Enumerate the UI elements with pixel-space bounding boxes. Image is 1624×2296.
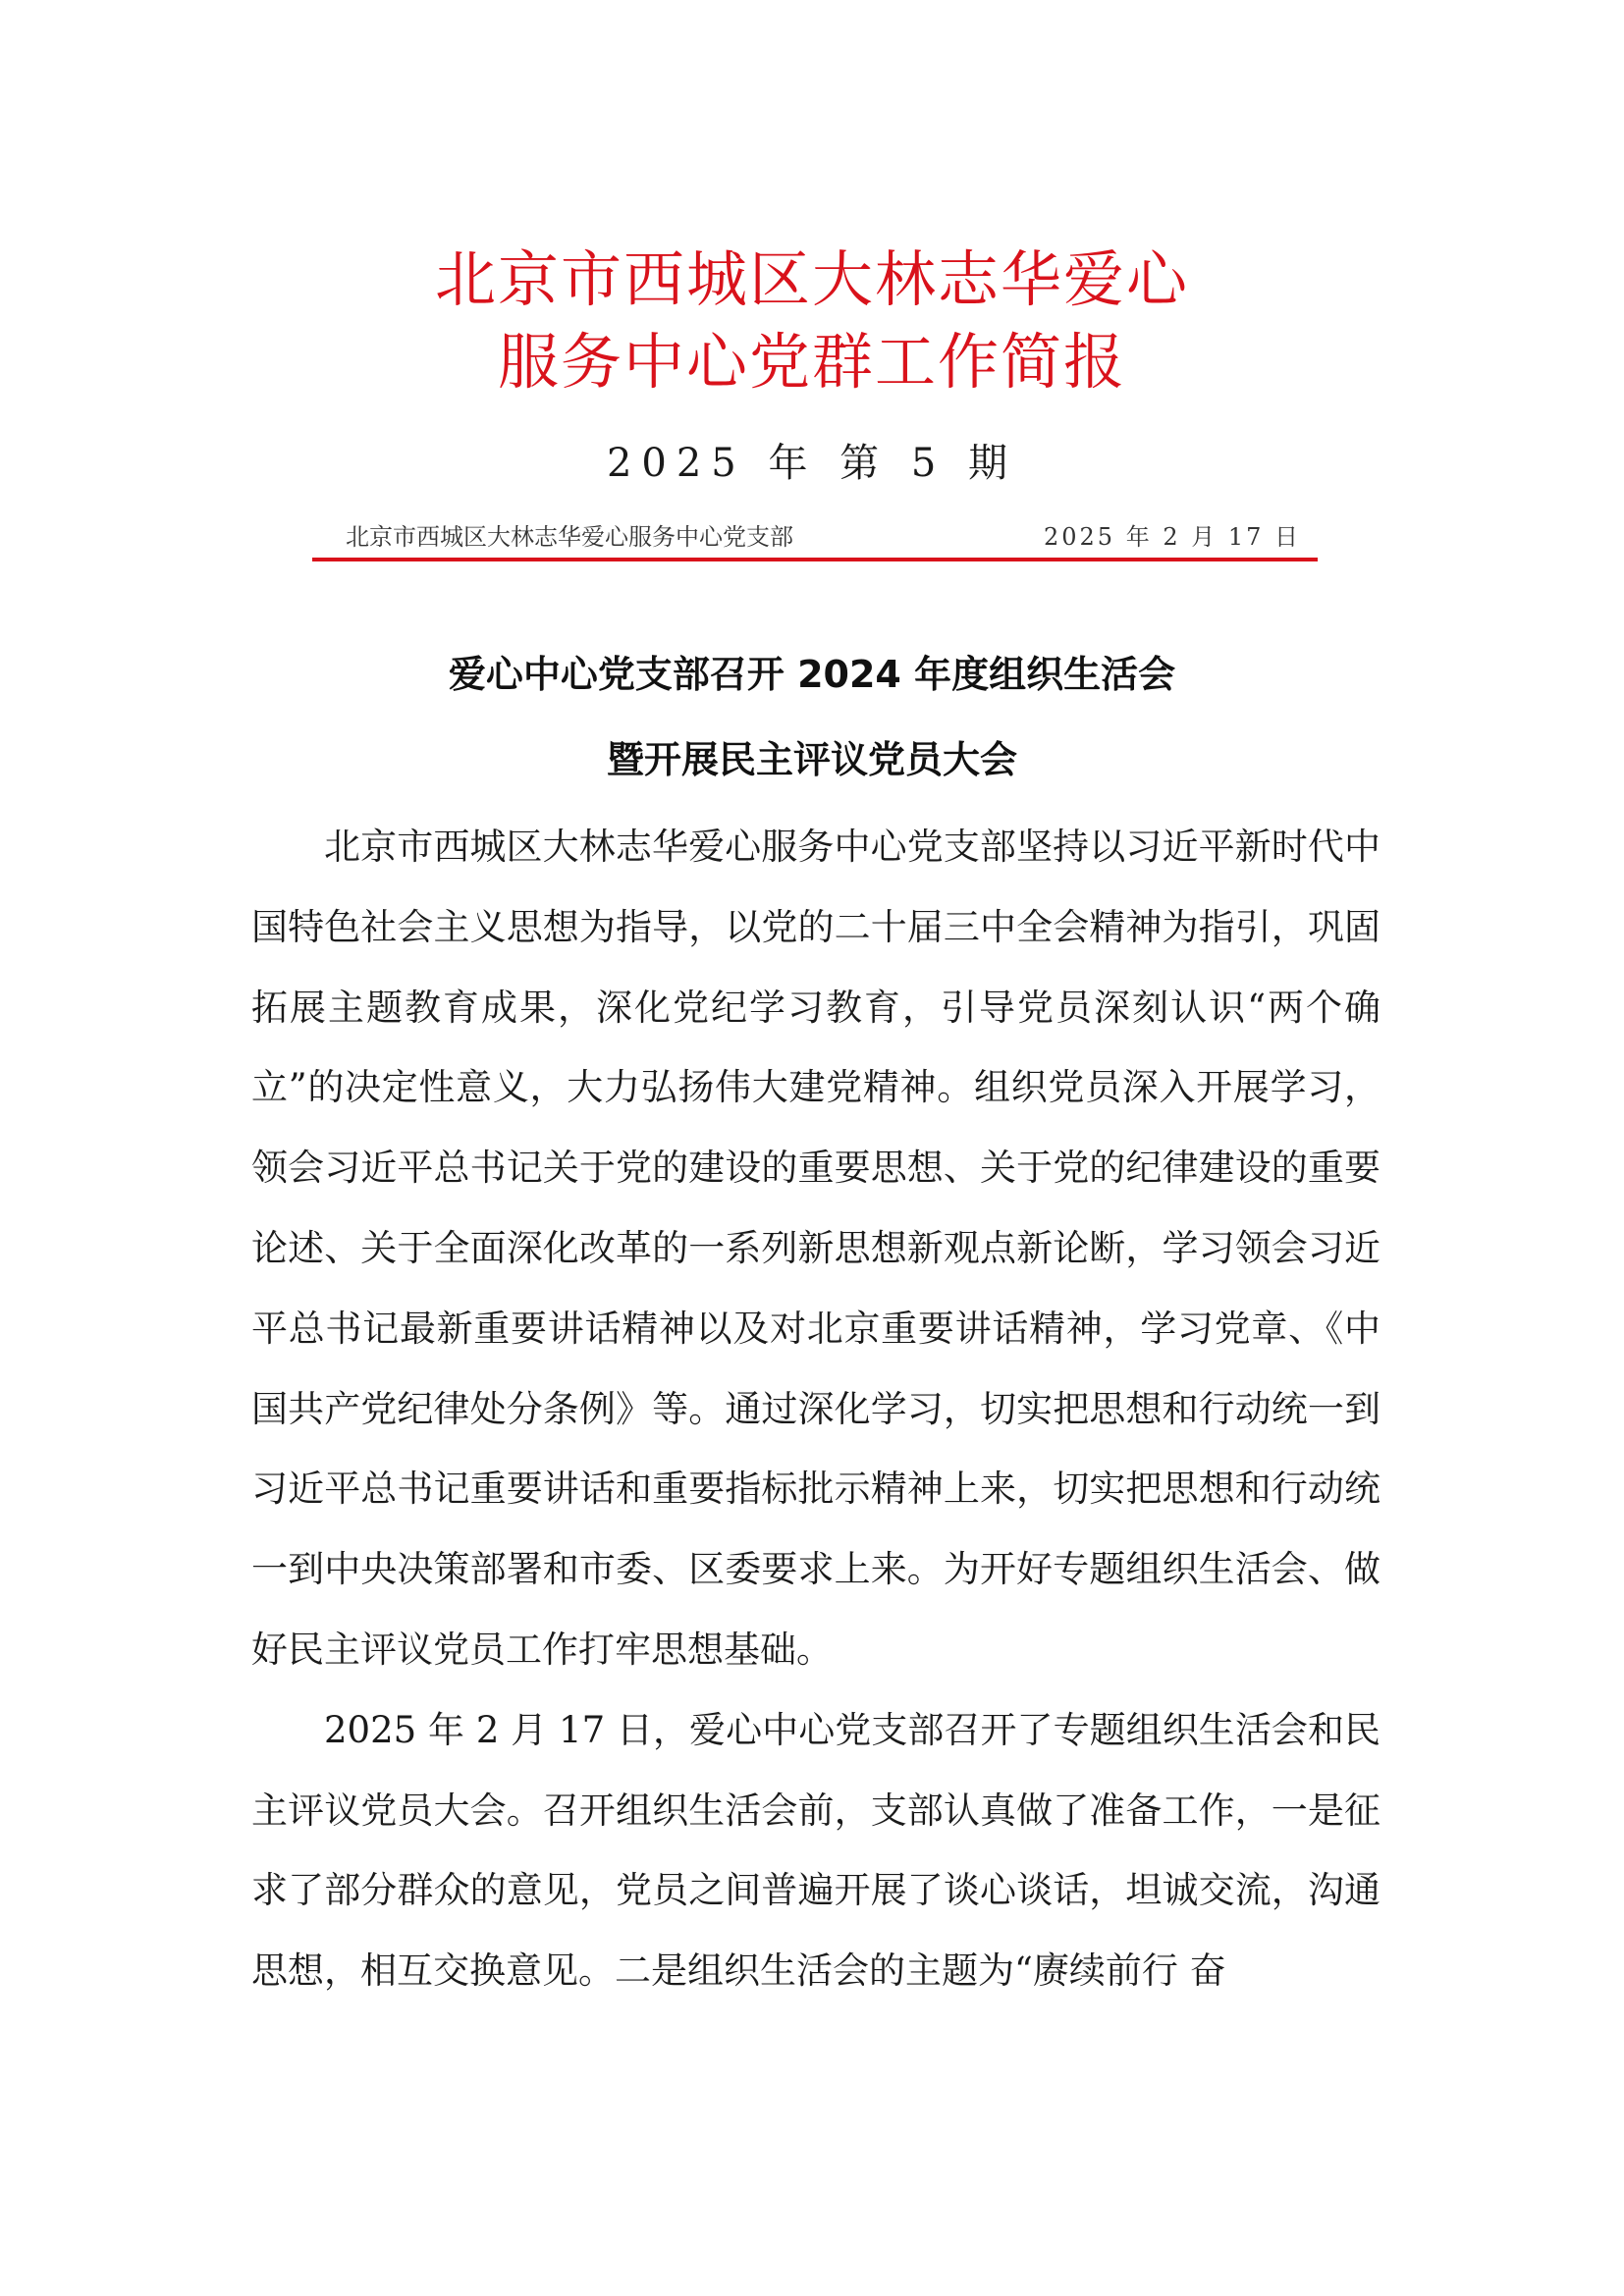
masthead-title-line-1: 北京市西城区大林志华爱心 [434,243,1189,315]
issue-number: 2025 年 第 5 期 [606,441,1018,486]
masthead-title-line-2: 服务中心党群工作简报 [497,326,1126,398]
article-body [251,807,1380,2011]
issuing-organization: 北京市西城区大林志华爱心服务中心党支部 [346,523,793,551]
article-paragraph-2: 2025 年 2 月 17 日，爱心中心党支部召开了专题组织生活会和民主评议党员大会。召开组织生活会前，支部认真做了准备工作，一是征求了部分群众的意见，党员之间普遍开展了谈心谈话，坦诚交流，沟通思想，相互交换意见。二是组织生活会的主题为“赓续前行 奋 [251,1708,1380,1993]
article-paragraph-1: 北京市西城区大林志华爱心服务中心党支部坚持以习近平新时代中国特色社会主义思想为指导，以党的二十届三中全会精神为指引，巩固拓展主题教育成果，深化党纪学习教育，引导党员深刻认识“两个确立”的决定性意义，大力弘扬伟大建党精神。组织党员深入开展学习，领会习近平总书记关于党的建设的重要思想、关于党的纪律建设的重要论述、关于全面深化改革的一系列新思想新观点新论断，学习领会习近平总书记最新重要讲话精神以及对北京重要讲话精神，学习党章、《中国共产党纪律处分条例》等。通过深化学习，切实把思想和行动统一到习近平总书记重要讲话和重要指标批示精神上来，切实把思想和行动统一到中央决策部署和市委、区委要求上来。为开好专题组织生活会、做好民主评议党员工作打牢思想基础。 [251,826,1380,1671]
red-divider-rule [312,558,1318,561]
article-title-line-2: 暨开展民主评议党员大会 [606,738,1017,781]
article-title-line-1: 爱心中心党支部召开 2024 年度组织生活会 [448,653,1176,696]
issue-date: 2025 年 2 月 17 日 [1044,523,1302,551]
